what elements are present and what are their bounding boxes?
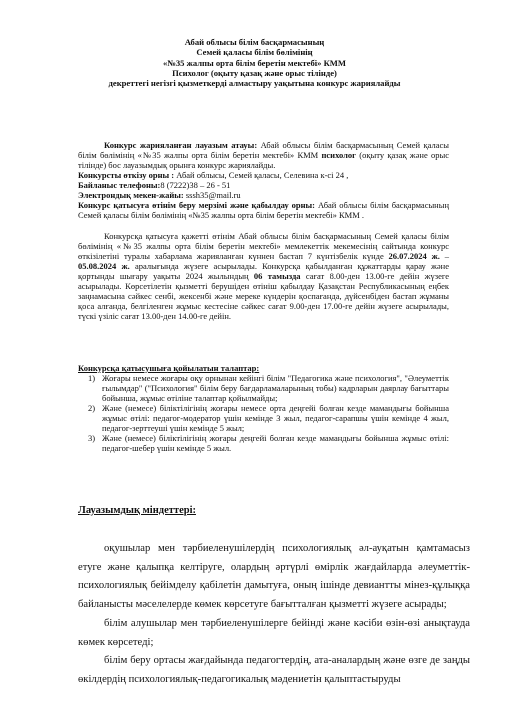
duty-paragraph-2: білім алушылар мен тәрбиеленушілерге бейінді және кәсіби өзін-өзі анықтауда көмек көрсетеді; [78, 617, 470, 648]
review-date: 06 тамызда [253, 271, 301, 282]
docs-paragraph [78, 200, 449, 220]
email-label: Электрондық мекен-жайы: [78, 190, 184, 201]
docs-label: Конкурс қатысуға өтінім беру мерзімі және қабылдау орны: [78, 200, 316, 211]
header-line-4: Психолог (оқыту қазақ және орыс тілінде) [172, 67, 337, 78]
requirement-text: Және (немесе) біліктілігінің жоғары деңгейі болған кезде мамандығы бойынша жұмыс өтілі: педагог-шебер үшін кемінде 5 жыл. [102, 433, 449, 454]
header-line-1: Абай облысы білім басқармасының [184, 37, 325, 47]
position-name: психолог [321, 150, 357, 161]
announcement-info [78, 140, 449, 220]
duty-paragraph-1: оқушылар мен тәрбиеленушілердің психологиялық әл-ауқатын қамтамасыз етуге және қалыпқа келтіруге, олардың әртүрлі өмірлік жағдайларда әлеуметтік-психологиялық бейімделу қабілетін дамытуға, оның ішінде девиантты мінез-құлыққа байланысты мәселелерде көмек көрсетуге бағытталған қызметті жүзеге асырады; [78, 543, 470, 611]
requirement-item [78, 403, 449, 433]
requirement-number: 3) [88, 433, 96, 444]
notice-block [78, 231, 449, 321]
notice-text-2: аралығында жүзеге асырылады. Конкурсқа қабылданған құжаттарды қарау және қортынды шығару уақыты 2024 жылындың [78, 261, 449, 282]
duty-paragraph-3: білім беру ортасы жағдайында педагогтердің, ата-аналардың және өзге де заңды өкілдердің психологиялық-педагогикалық мәдениетін қалыптастыруды [78, 655, 470, 685]
venue-text: Абай облысы, Семей қаласы, Селевина к-сі 24 , [174, 170, 349, 181]
header-line-3: «№35 жалпы орта білім беретін мектебі» КММ [162, 57, 347, 68]
email-address: sssh35@mail.ru [183, 190, 241, 201]
document-header [60, 37, 449, 88]
header-line-5: декреттегі негізгі қызметкерді алмастыру уақытына конкурс жариялайды [108, 78, 401, 89]
docs-text: Абай облысы білім басқармасының Семей қаласы білім бөлімінің «№35 жалпы орта білім беретін мектебі» КММ . [78, 200, 449, 221]
position-paragraph [78, 140, 449, 170]
requirements-list [78, 373, 449, 453]
position-label: Конкурс жарияланған лауазым атауы: [104, 140, 258, 150]
venue-label: Конкурсты өткізу орны : [78, 170, 175, 181]
requirement-number: 2) [88, 403, 96, 414]
requirement-number: 1) [88, 373, 96, 384]
duties-block [78, 540, 470, 690]
header-line-2: Семей қаласы білім бөлімінің [196, 47, 313, 58]
date-dash: – [439, 251, 449, 262]
notice-paragraph [78, 231, 449, 321]
notice-text-3: сағат 8.00-ден 13.00-ге дейін жүзеге асырылады. Көрсетілетін қызметті берушіден өтініш қабылдау Қазақстан Республикасының еңбек заңнамасына сәйкес сенбі, жексенбі және мереке күндерін қоспағанда, дүйсенбіден бастап жұманы қоса алғанда, белгіленген жұмыс кестесіне сәйкес сағат 9.00-ден 17.00-ге дейін жүзеге асырылады, түскі үзіліс сағат 13.00-ден 14.00-ге дейін. [78, 271, 449, 322]
requirement-text: Жоғары немесе жоғары оқу орнынан кейінгі білім "Педагогика және психология", "Әлеуметтік ғылымдар" ("Психология" білім беру бағдарламаларының тобы) кадрларын даярлау бағыттары бойынша, жұмыс өтіліне талаптар қойылмайды; [102, 373, 449, 404]
end-date: 05.08.2024 ж. [78, 261, 130, 272]
phone-label: Байланыс телефоны: [78, 180, 161, 191]
start-date: 26.07.2024 ж. [388, 251, 440, 262]
phone-number: 8 (7222)38 – 26 - 51 [160, 180, 231, 191]
requirement-item [78, 373, 449, 403]
requirements-block [78, 363, 449, 453]
position-text-2: (оқыту қазақ және орыс тілінде) бос лауазымдық орынға конкурс жариялайды. [78, 150, 449, 171]
position-text-1: Абай облысы білім басқармасының Семей қаласы білім бөлімінің «№35 жалпы орта білім беретін мектебі» КММ [78, 140, 449, 161]
phone-line [78, 180, 449, 190]
venue-line [78, 170, 449, 180]
requirement-item [78, 433, 449, 453]
requirement-text: Және (немесе) біліктілігінің жоғары немесе орта деңгейі болған кезде мамандығы бойынша жұмыс өтілі: педагог-модератор үшін кемінде 3 жыл, педагог-сарапшы үшін кемінде 4 жыл, педагог-зерттеуші үшін кемінде 5 жыл; [102, 403, 449, 434]
notice-text-1: Конкурсқа қатысуға қажетті өтінім Абай облысы білім басқармасының Семей қаласы білім бөлімінің «№35 жалпы орта білім беретін мектебі» мемлекеттік мекемесінің сайтында конкурс өткізілетіні туралы хабарлама жарияланған күннен бастап 7 күнтізбелік күнде [78, 231, 449, 262]
duties-title: Лауазымдық міндеттері: [78, 505, 196, 516]
email-line [78, 190, 449, 200]
requirements-title: Конкурсқа қатысушыға қойылатын талаптар: [78, 363, 260, 373]
